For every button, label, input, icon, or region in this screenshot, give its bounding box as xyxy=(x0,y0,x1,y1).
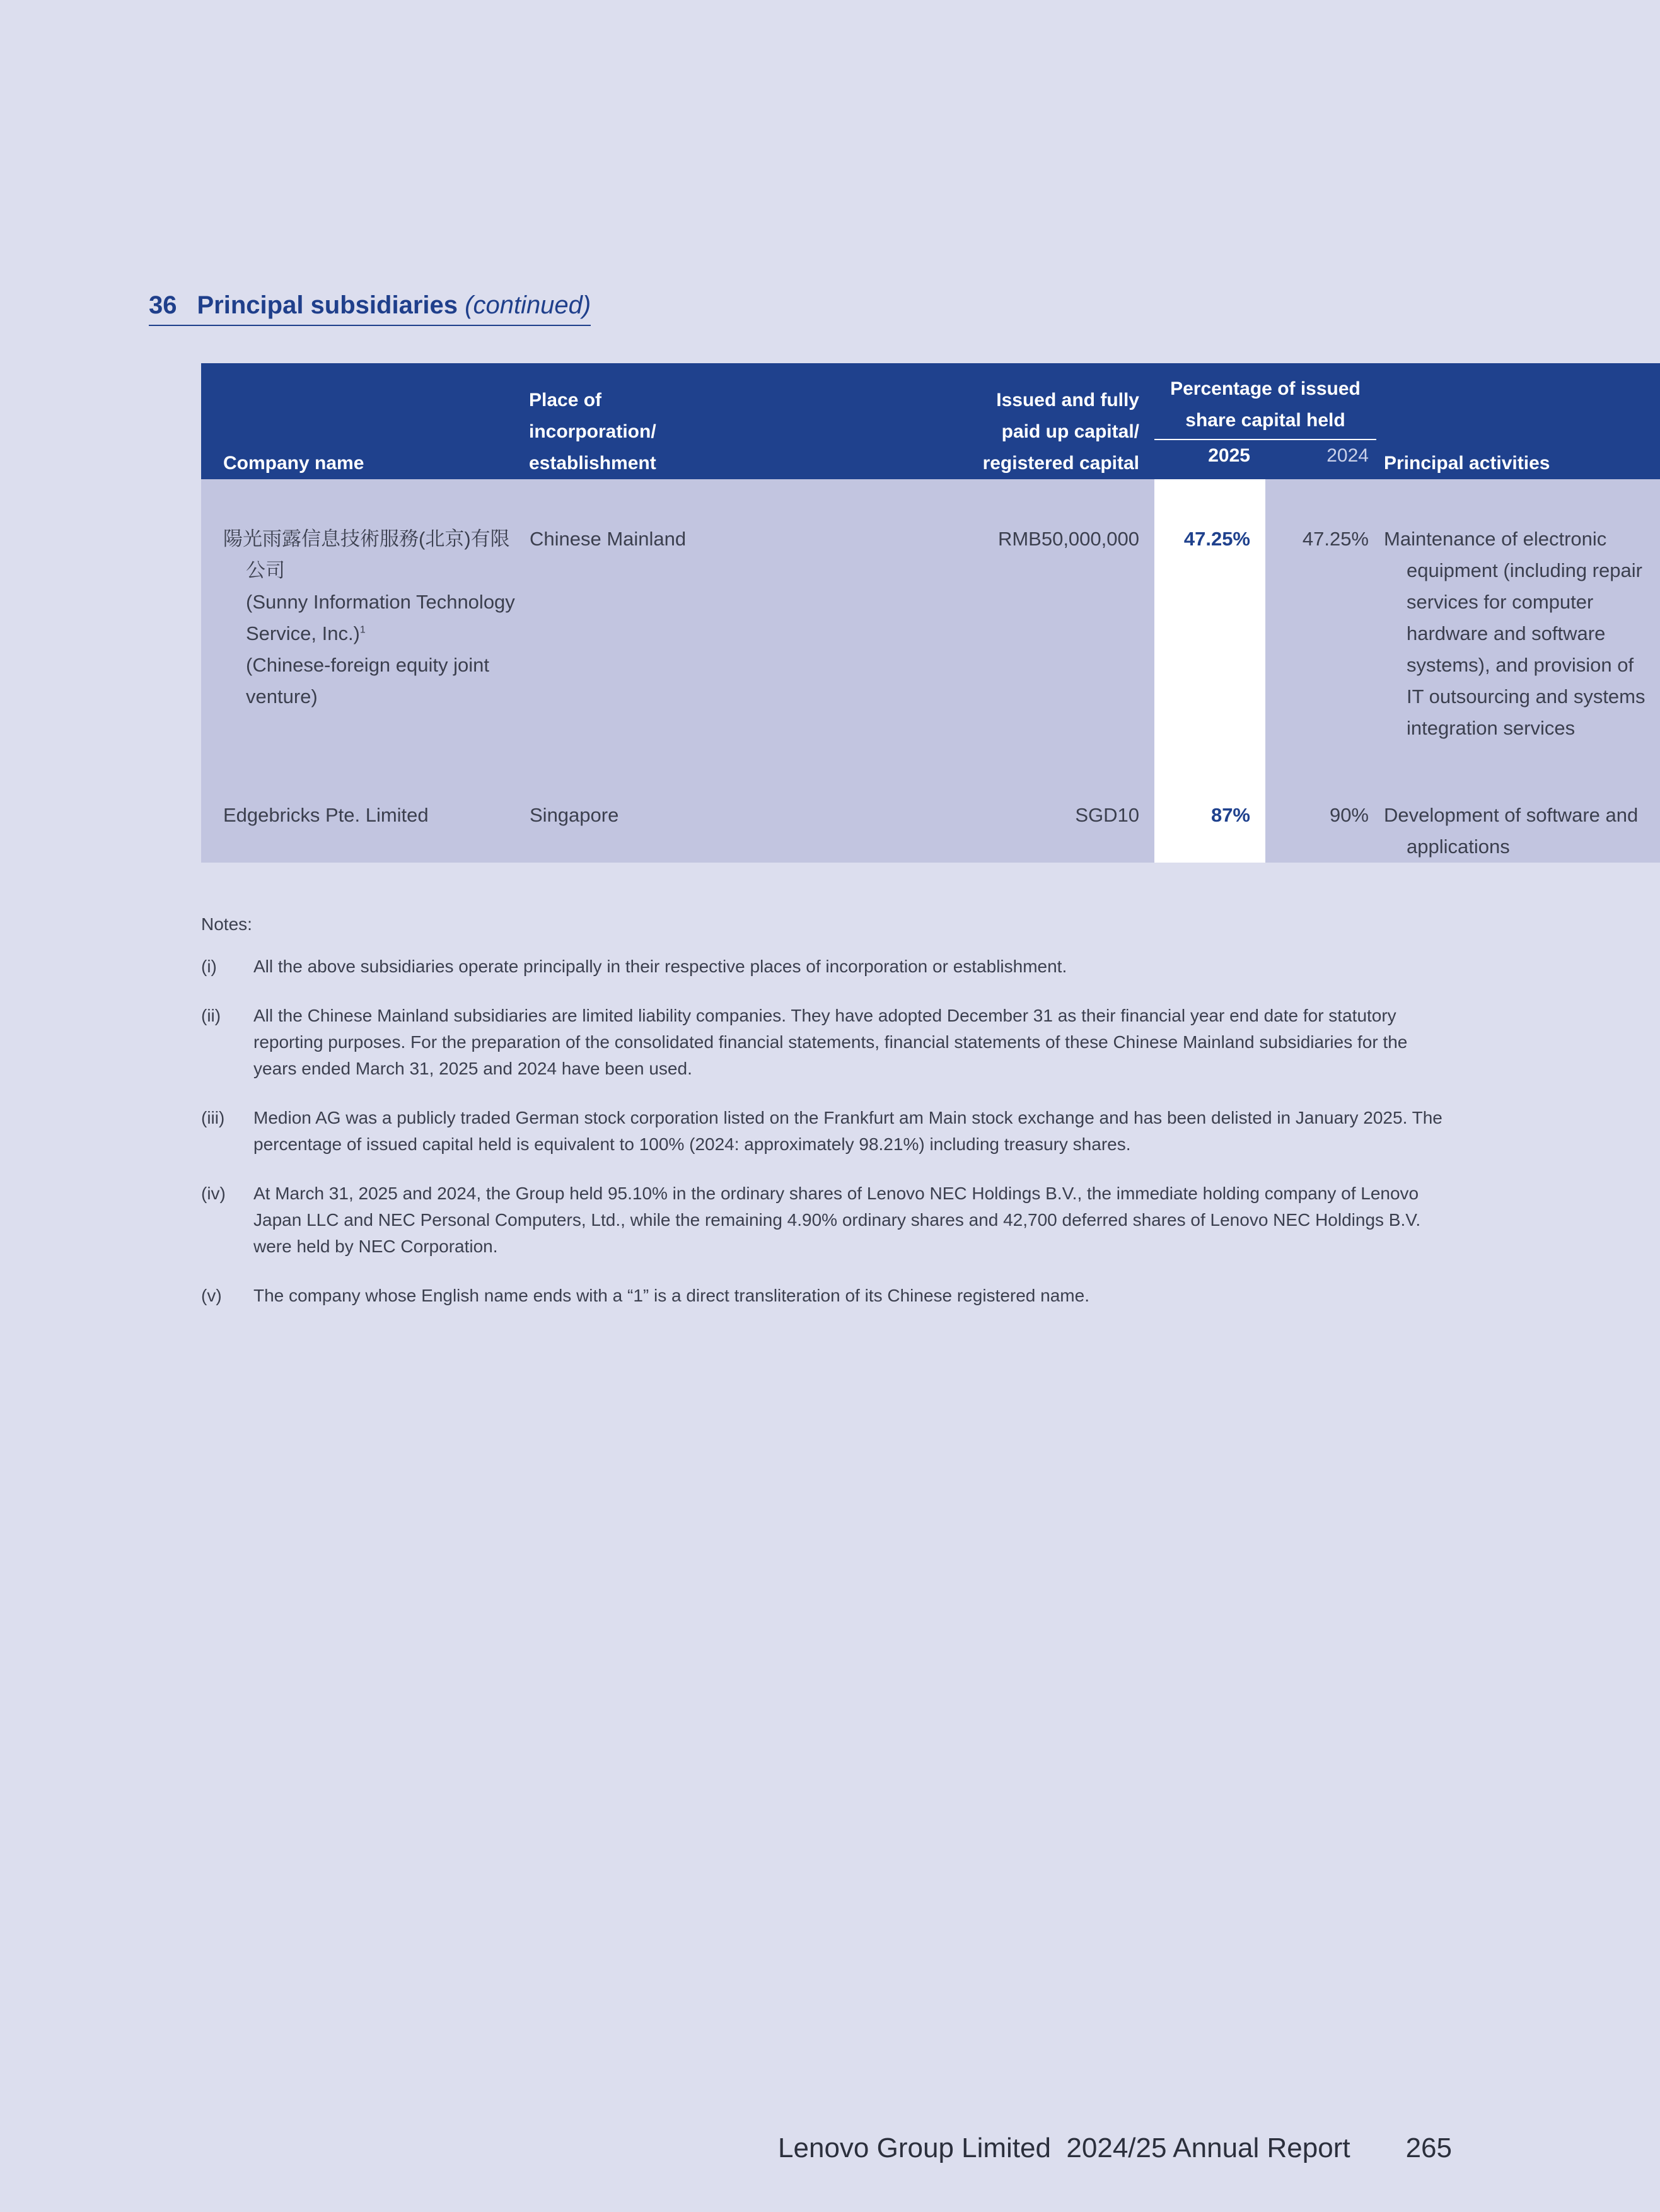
company-type: (Chinese-foreign equity joint venture) xyxy=(246,654,489,707)
company-name-english: (Sunny Information Technology Service, Inc.) xyxy=(246,591,515,644)
table-row xyxy=(201,784,1660,863)
note-text: The company whose English name ends with a “1” is a direct transliteration of its Chinese registered name. xyxy=(253,1286,1089,1305)
capital-cell: SGD10 xyxy=(756,784,1154,863)
note-label: (i) xyxy=(201,957,217,976)
note-text: All the above subsidiaries operate principally in their respective places of incorporation or establishment. xyxy=(253,957,1067,976)
section-title: Principal subsidiaries xyxy=(197,291,458,319)
notes-section xyxy=(201,912,1449,1332)
notes-title: Notes: xyxy=(201,914,252,934)
header-percentage-group: Percentage of issued share capital held xyxy=(1154,363,1376,439)
pct-2024-cell: 47.25% xyxy=(1265,479,1376,784)
section-number: 36 xyxy=(149,291,177,319)
header-year-2025: 2025 xyxy=(1154,439,1265,479)
note-item xyxy=(201,1180,1449,1260)
capital-cell: RMB50,000,000 xyxy=(756,479,1154,784)
header-principal-activities: Principal activities xyxy=(1376,363,1660,479)
place-cell: Chinese Mainland xyxy=(529,479,756,784)
page-number: 265 xyxy=(1405,2133,1452,2163)
report-title: Lenovo Group Limited 2024/25 Annual Report xyxy=(778,2133,1350,2163)
header-place: Place of incorporation/ establishment xyxy=(529,363,756,479)
company-name-chinese: 陽光雨露信息技術服務(北京)有限公司 xyxy=(223,528,510,581)
pct-2025-cell: 47.25% xyxy=(1154,479,1265,784)
note-text: At March 31, 2025 and 2024, the Group held 95.10% in the ordinary shares of Lenovo NEC Holdings B.V., the immediate holding company of Lenovo Japan LLC and NEC Personal Computers, Ltd., while the remaining 4.90% ordinary shares and 42,700 deferred shares of Lenovo NEC Holdings B.V. were held by NEC Corporation. xyxy=(253,1184,1421,1256)
note-label: (iii) xyxy=(201,1108,225,1127)
activities-cell: Development of software and applications xyxy=(1376,784,1660,863)
company-name-cell: Edgebricks Pte. Limited xyxy=(201,784,529,863)
footnote-marker: 1 xyxy=(359,624,366,636)
company-name-cell xyxy=(201,479,529,784)
subsidiaries-table xyxy=(201,363,1645,863)
note-label: (iv) xyxy=(201,1184,226,1203)
place-cell: Singapore xyxy=(529,784,756,863)
note-item xyxy=(201,1283,1449,1309)
table-row xyxy=(201,479,1660,784)
note-text: Medion AG was a publicly traded German stock corporation listed on the Frankfurt am Main stock exchange and has been delisted in January 2025. The percentage of issued capital held is equivalent to 100% (2024: approximately 98.21%) including treasury shares. xyxy=(253,1108,1442,1154)
section-suffix: (continued) xyxy=(465,291,591,319)
section-heading xyxy=(149,291,591,326)
pct-2025-cell: 87% xyxy=(1154,784,1265,863)
header-capital: Issued and fully paid up capital/ registered capital xyxy=(756,363,1154,479)
note-label: (ii) xyxy=(201,1006,221,1025)
note-item xyxy=(201,1003,1449,1082)
activities-cell: Maintenance of electronic equipment (including repair services for computer hardware and software systems), and provision of IT outsourcing and systems integration services xyxy=(1376,479,1660,784)
note-label: (v) xyxy=(201,1286,222,1305)
header-company-name: Company name xyxy=(201,363,529,479)
note-text: All the Chinese Mainland subsidiaries are limited liability companies. They have adopted December 31 as their financial year end date for statutory reporting purposes. For the preparation of the consolidated financial statements, financial statements of these Chinese Mainland subsidiaries for the years ended March 31, 2025 and 2024 have been used. xyxy=(253,1006,1408,1078)
note-item xyxy=(201,1105,1449,1158)
header-year-2024: 2024 xyxy=(1265,439,1376,479)
note-item xyxy=(201,953,1449,980)
page-footer xyxy=(778,2133,1452,2164)
pct-2024-cell: 90% xyxy=(1265,784,1376,863)
